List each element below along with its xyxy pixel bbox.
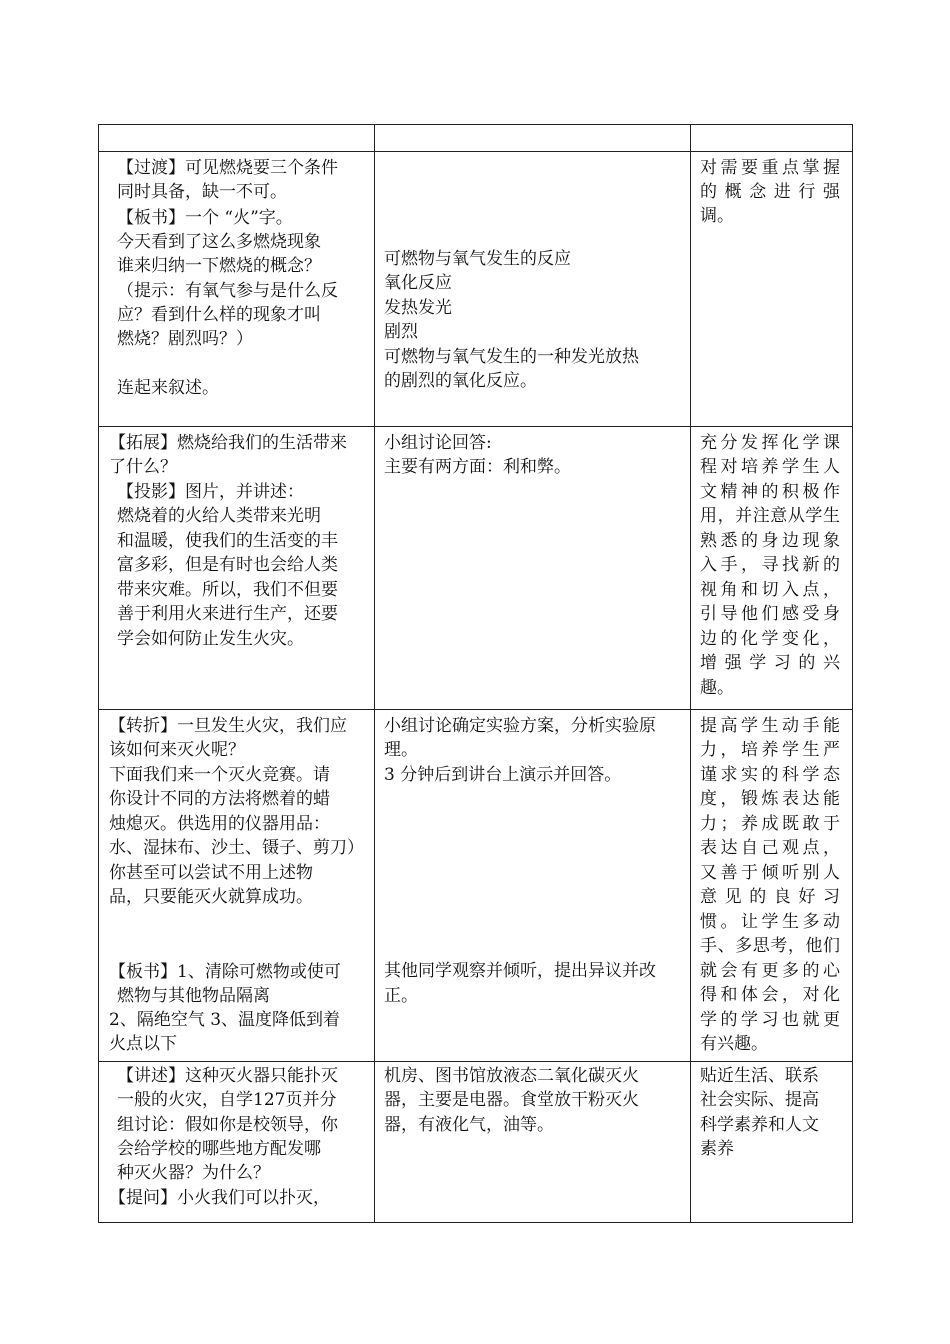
cell-text-line: 应？看到什么样的现象才叫 bbox=[117, 305, 321, 325]
cell-text-line: 连起来叙述。 bbox=[117, 378, 219, 398]
cell-text-line: 下面我们来一个灭火竞赛。请 bbox=[109, 765, 330, 785]
cell-text-line: 【讲述】这种灭火器只能扑灭 bbox=[117, 1066, 338, 1086]
cell-text-line: 得和体会，对化 bbox=[700, 985, 840, 1005]
cell-text-line: 引导他们感受身 bbox=[700, 604, 840, 624]
table-row bbox=[99, 710, 853, 1062]
design-intent-cell bbox=[691, 710, 853, 1062]
cell-text-line: 用，并注意从学生 bbox=[700, 506, 840, 526]
cell-text-line: 的剧烈的氧化反应。 bbox=[384, 371, 537, 391]
cell-text-line: 熟悉的身边现象 bbox=[700, 531, 840, 551]
cell-text-line: 氧化反应 bbox=[384, 273, 452, 293]
cell-text-line: 器，有液化气，油等。 bbox=[384, 1115, 554, 1135]
cell-text-line: 度，锻炼表达能 bbox=[700, 789, 840, 809]
cell-text-line: 调。 bbox=[700, 206, 734, 226]
cell-text-line: 【板书】1、清除可燃物或使可 bbox=[109, 962, 341, 982]
table-row bbox=[99, 427, 853, 710]
cell-text-line: 了什么？ bbox=[109, 457, 177, 477]
lesson-plan-table bbox=[98, 124, 853, 1223]
cell-text-line: 增强学习的兴 bbox=[700, 653, 840, 673]
cell-text-line: 可燃物与氧气发生的一种发光放热 bbox=[384, 347, 639, 367]
teacher-activity-cell bbox=[99, 1062, 375, 1223]
design-intent-cell bbox=[691, 427, 853, 710]
cell-text-line: 素养 bbox=[700, 1139, 734, 1159]
cell-text-line: 学的学习也就更 bbox=[700, 1010, 840, 1030]
cell-text-line: 视角和切入点， bbox=[700, 580, 840, 600]
design-intent-cell bbox=[691, 152, 853, 427]
cell-text-line: 谁来归纳一下燃烧的概念？ bbox=[117, 256, 321, 276]
cell-text-line: 燃烧着的火给人类带来光明 bbox=[117, 506, 321, 526]
cell-text-line: 发热发光 bbox=[384, 298, 452, 318]
cell-text-line: 燃烧？剧烈吗？） bbox=[117, 329, 253, 349]
student-activity-cell bbox=[375, 427, 691, 710]
cell-text-line: 意见的良好习 bbox=[700, 887, 840, 907]
cell-text-line: 【拓展】燃烧给我们的生活带来 bbox=[109, 433, 347, 453]
cell-text-line: 你设计不同的方法将燃着的蜡 bbox=[109, 789, 330, 809]
cell-text-line: 3 分钟后到讲台上演示并回答。 bbox=[384, 765, 622, 785]
cell-text-line: 你甚至可以尝试不用上述物 bbox=[109, 863, 313, 883]
cell-text-line: 组讨论：假如你是校领导，你 bbox=[117, 1115, 338, 1135]
cell-text-line: 力，培养学生严 bbox=[700, 740, 840, 760]
table-row bbox=[99, 1062, 853, 1223]
cell-text-line: 惯。让学生多动 bbox=[700, 912, 840, 932]
cell-text-line: 和温暖，使我们的生活变的丰 bbox=[117, 531, 338, 551]
cell-text-line: 【过渡】可见燃烧要三个条件 bbox=[117, 158, 338, 178]
cell-text-line: 又善于倾听别人 bbox=[700, 863, 840, 883]
cell-text-line: 贴近生活、联系 bbox=[700, 1066, 819, 1086]
cell-text-line: 科学素养和人文 bbox=[700, 1115, 819, 1135]
design-intent-cell bbox=[691, 125, 853, 152]
table-row bbox=[99, 125, 853, 152]
cell-text-line: 小组讨论回答: bbox=[384, 433, 492, 453]
cell-text-line: 该如何来灭火呢？ bbox=[109, 740, 245, 760]
cell-text-line: 带来灾难。所以，我们不但要 bbox=[117, 580, 338, 600]
cell-text-line: 善于利用火来进行生产，还要 bbox=[117, 604, 338, 624]
cell-text-line: 火点以下 bbox=[109, 1034, 177, 1054]
cell-text-line: 2、隔绝空气 3、温度降低到着 bbox=[109, 1010, 341, 1030]
cell-text-line: 程对培养学生人 bbox=[700, 457, 840, 477]
cell-text-line: 烛熄灭。供选用的仪器用品： bbox=[109, 814, 330, 834]
cell-text-line: 富多彩，但是有时也会给人类 bbox=[117, 555, 338, 575]
cell-text-line: 可燃物与氧气发生的反应 bbox=[384, 249, 571, 269]
table-row bbox=[99, 152, 853, 427]
cell-text-line: 手、多思考，他们 bbox=[700, 936, 840, 956]
cell-text-line: 趣。 bbox=[700, 678, 734, 698]
cell-text-line: 品，只要能灭火就算成功。 bbox=[109, 887, 313, 907]
student-activity-cell bbox=[375, 152, 691, 427]
cell-text-line: 一般的火灾，自学127页并分 bbox=[117, 1090, 337, 1110]
cell-text-line: 就会有更多的心 bbox=[700, 961, 840, 981]
cell-text-line: 表达自己观点， bbox=[700, 838, 840, 858]
cell-text-line: 【转折】一旦发生火灾，我们应 bbox=[109, 716, 347, 736]
design-intent-cell bbox=[691, 1062, 853, 1223]
student-activity-cell bbox=[375, 710, 691, 1062]
student-activity-cell bbox=[375, 1062, 691, 1223]
teacher-activity-cell bbox=[99, 710, 375, 1062]
cell-text-line: 谨求实的科学态 bbox=[700, 765, 840, 785]
cell-text-line: 【提问】小火我们可以扑灭， bbox=[109, 1188, 330, 1208]
cell-text-line: 社会实际、提高 bbox=[700, 1090, 819, 1110]
teacher-activity-cell bbox=[99, 125, 375, 152]
cell-text-line: 燃物与其他物品隔离 bbox=[117, 986, 270, 1006]
cell-text-line: 的概念进行强 bbox=[700, 182, 840, 202]
cell-text-line: 提高学生动手能 bbox=[700, 716, 840, 736]
teacher-activity-cell bbox=[99, 427, 375, 710]
cell-text-line: 文精神的积极作 bbox=[700, 482, 840, 502]
cell-text-line: 器，主要是电器。食堂放干粉灭火 bbox=[384, 1090, 639, 1110]
cell-text-line: 对需要重点掌握 bbox=[700, 158, 840, 178]
cell-text-line: 今天看到了这么多燃烧现象 bbox=[117, 232, 321, 252]
cell-text-line: 主要有两方面：利和弊。 bbox=[384, 457, 571, 477]
student-activity-cell bbox=[375, 125, 691, 152]
cell-text-line: 会给学校的哪些地方配发哪 bbox=[117, 1139, 321, 1159]
cell-text-line: 充分发挥化学课 bbox=[700, 433, 840, 453]
cell-text-line: 【投影】图片，并讲述： bbox=[117, 482, 304, 502]
cell-text-line: 种灭火器？为什么？ bbox=[117, 1163, 270, 1183]
cell-text-line: 正。 bbox=[384, 986, 418, 1006]
cell-text-line: 学会如何防止发生火灾。 bbox=[117, 629, 304, 649]
cell-text-line: 其他同学观察并倾听，提出异议并改 bbox=[384, 961, 656, 981]
cell-text-line: 理。 bbox=[384, 740, 418, 760]
cell-text-line: 小组讨论确定实验方案，分析实验原 bbox=[384, 716, 656, 736]
cell-text-line: （提示：有氧气参与是什么反 bbox=[117, 281, 338, 301]
cell-text-line: 剧烈 bbox=[384, 322, 418, 342]
cell-text-line: 入手，寻找新的 bbox=[700, 555, 840, 575]
cell-text-line: 边的化学变化， bbox=[700, 629, 840, 649]
cell-text-line: 力；养成既敢于 bbox=[700, 814, 840, 834]
cell-text-line: 水、湿抹布、沙土、镊子、剪刀） bbox=[109, 838, 364, 858]
teacher-activity-cell bbox=[99, 152, 375, 427]
cell-text-line: 机房、图书馆放液态二氧化碳灭火 bbox=[384, 1066, 639, 1086]
cell-text-line: 有兴趣。 bbox=[700, 1034, 768, 1054]
cell-text-line: 【板书】一个 “火”字。 bbox=[117, 208, 293, 228]
cell-text-line: 同时具备，缺一不可。 bbox=[117, 182, 287, 202]
